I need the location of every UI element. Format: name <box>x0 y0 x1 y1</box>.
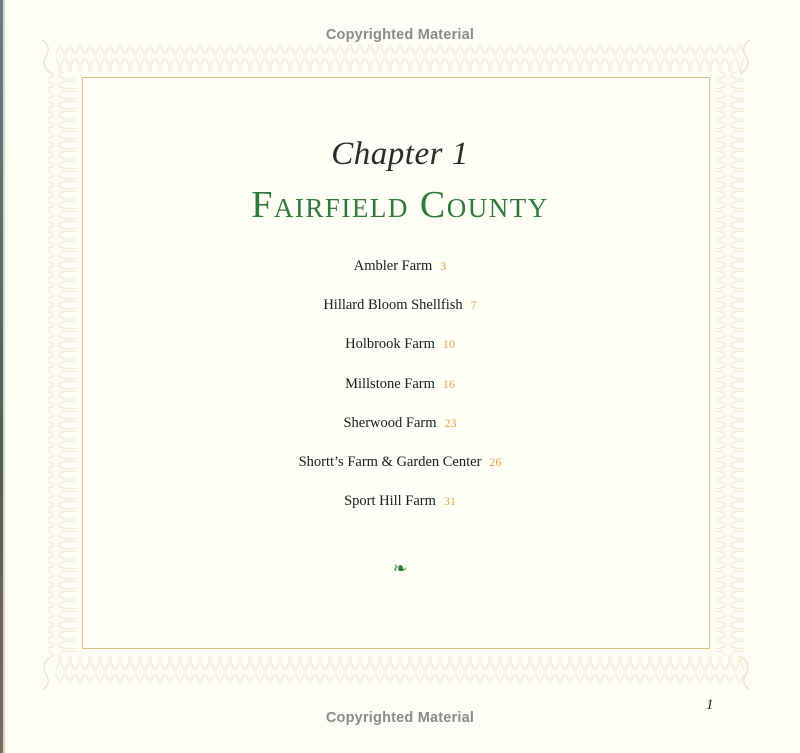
toc-item[interactable] <box>0 336 800 375</box>
toc-item-page: 23 <box>444 415 457 430</box>
chapter-title: Fairfield County <box>251 184 549 226</box>
chapter-label: Chapter 1 <box>331 136 469 172</box>
copyright-watermark-top: Copyrighted Material <box>325 27 475 43</box>
toc-item-name: Millstone Farm <box>345 375 435 392</box>
toc-item[interactable] <box>0 454 800 493</box>
page-number: 1 <box>706 697 714 713</box>
toc-item[interactable] <box>0 493 800 532</box>
table-of-contents <box>0 258 800 532</box>
toc-item-name: Shortt’s Farm & Garden Center <box>298 453 482 470</box>
toc-item-page: 26 <box>489 454 502 469</box>
toc-item[interactable] <box>0 258 800 297</box>
toc-item-name: Ambler Farm <box>353 258 433 274</box>
toc-item-name: Sport Hill Farm <box>344 493 436 510</box>
toc-item[interactable] <box>0 376 800 415</box>
toc-item-name: Holbrook Farm <box>345 336 435 353</box>
toc-item-page: 3 <box>440 259 447 273</box>
fleuron-icon: ❧ <box>392 559 408 578</box>
toc-item[interactable] <box>0 297 800 336</box>
toc-item[interactable] <box>0 415 800 454</box>
toc-item-name: Sherwood Farm <box>343 414 437 431</box>
copyright-watermark-bottom: Copyrighted Material <box>325 710 475 726</box>
toc-item-page: 16 <box>442 376 455 391</box>
toc-item-page: 7 <box>470 298 477 313</box>
toc-item-name: Hillard Bloom Shellfish <box>323 297 463 314</box>
toc-item-page: 31 <box>443 494 456 509</box>
toc-item-page: 10 <box>442 337 455 352</box>
